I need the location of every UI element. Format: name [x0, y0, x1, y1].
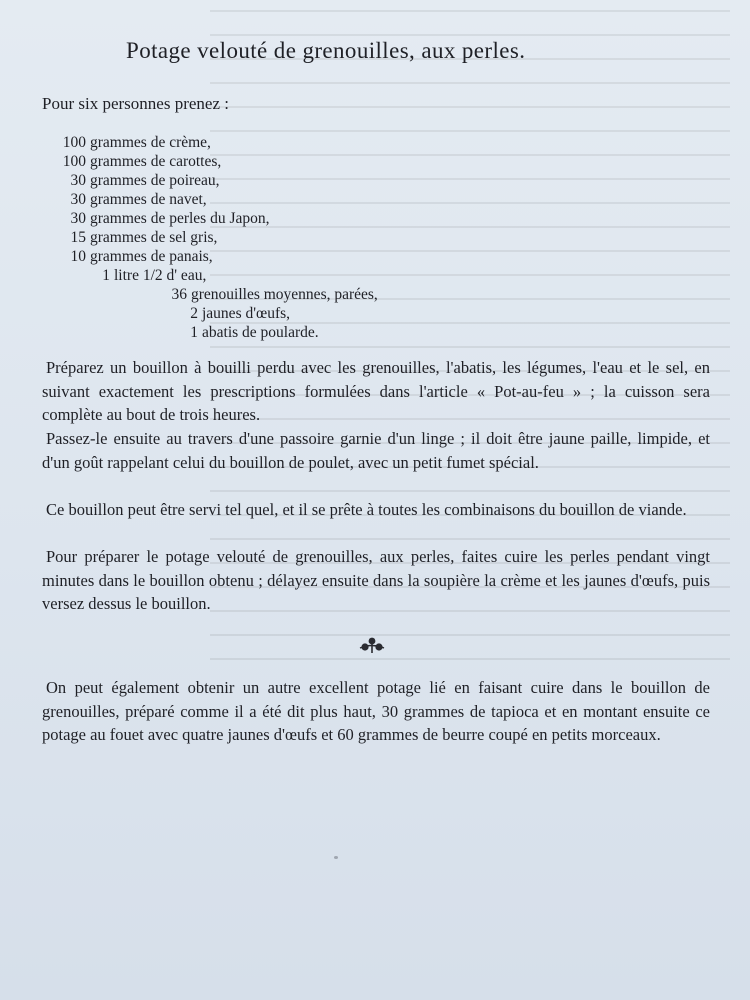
- paragraph-tapioca-variant: On peut également obtenir un autre excellent potage lié en faisant cuire dans le bouillon de grenouilles, préparé comme il a été dit plus haut, 30 grammes de tapioca et en montant ensuite ce potage au fouet avec quatre jaunes d'œufs et 60 grammes de beurre coupé en petits morceaux.: [42, 678, 710, 744]
- ingredient-qty: 30: [70, 191, 86, 208]
- ingredient-qty: 1: [102, 267, 110, 284]
- ingredient-item: [56, 152, 221, 171]
- ingredient-text: grammes de perles du Japon,: [90, 210, 270, 227]
- paper-speck: [334, 856, 338, 859]
- ingredient-qty: 2: [190, 305, 198, 322]
- ingredient-item: [56, 209, 270, 228]
- ingredient-text: grenouilles moyennes, parées,: [191, 286, 378, 303]
- ingredient-qty: 1: [190, 324, 198, 341]
- ingredient-item: [56, 171, 220, 190]
- ingredient-item: [180, 304, 290, 323]
- ingredient-qty: 100: [62, 134, 86, 151]
- ingredient-item: [180, 323, 319, 342]
- ingredient-qty: 100: [62, 153, 86, 170]
- ingredient-qty: 15: [70, 229, 86, 246]
- ingredient-text: grammes de panais,: [90, 248, 213, 265]
- paragraph-serve: Ce bouillon peut être servi tel quel, et il se prête à toutes les combinaisons du bouillon de viande.: [46, 500, 687, 519]
- ingredient-text: abatis de poularde.: [202, 324, 319, 341]
- ingredient-item: [56, 190, 207, 209]
- servings-intro: Pour six personnes prenez :: [42, 94, 229, 113]
- ingredient-text: grammes de poireau,: [90, 172, 220, 189]
- fleuron-icon: [358, 636, 386, 656]
- ingredient-text: litre 1/2 d' eau,: [114, 267, 207, 284]
- ingredient-item: [56, 228, 217, 247]
- ingredient-qty: 36: [171, 286, 187, 303]
- ingredient-text: grammes de carottes,: [90, 153, 222, 170]
- paragraph-bouillon: Préparez un bouillon à bouilli perdu avec les grenouilles, l'abatis, les légumes, l'eau et le sel, en suivant exactement les prescriptions formulées dans l'article « Pot-au-feu » ; la cuisson sera complète au bout de trois heures.: [42, 358, 710, 424]
- ingredient-item: [80, 266, 206, 285]
- page-title: Potage velouté de grenouilles, aux perles.: [126, 38, 526, 63]
- ingredient-text: grammes de sel gris,: [90, 229, 218, 246]
- ingredient-qty: 30: [70, 172, 86, 189]
- ingredient-text: jaunes d'œufs,: [202, 305, 291, 322]
- ingredient-item: [157, 285, 378, 304]
- ingredient-item: [56, 247, 213, 266]
- paragraph-veloute: Pour préparer le potage velouté de grenouilles, aux perles, faites cuire les perles pendant vingt minutes dans le bouillon obtenu ; délayez ensuite dans la soupière la crème et les jaunes d'œufs, puis versez dessus le bouillon.: [42, 547, 710, 613]
- paragraph-strain: Passez-le ensuite au travers d'une passoire garnie d'un linge ; il doit être jaune paille, limpide, et d'un goût rappelant celui du bouillon de poulet, avec un petit fumet spécial.: [42, 429, 710, 472]
- ingredient-qty: 30: [70, 210, 86, 227]
- ingredient-text: grammes de navet,: [90, 191, 207, 208]
- ingredient-qty: 10: [70, 248, 86, 265]
- ingredient-item: [56, 133, 211, 152]
- ingredient-text: grammes de crème,: [90, 134, 211, 151]
